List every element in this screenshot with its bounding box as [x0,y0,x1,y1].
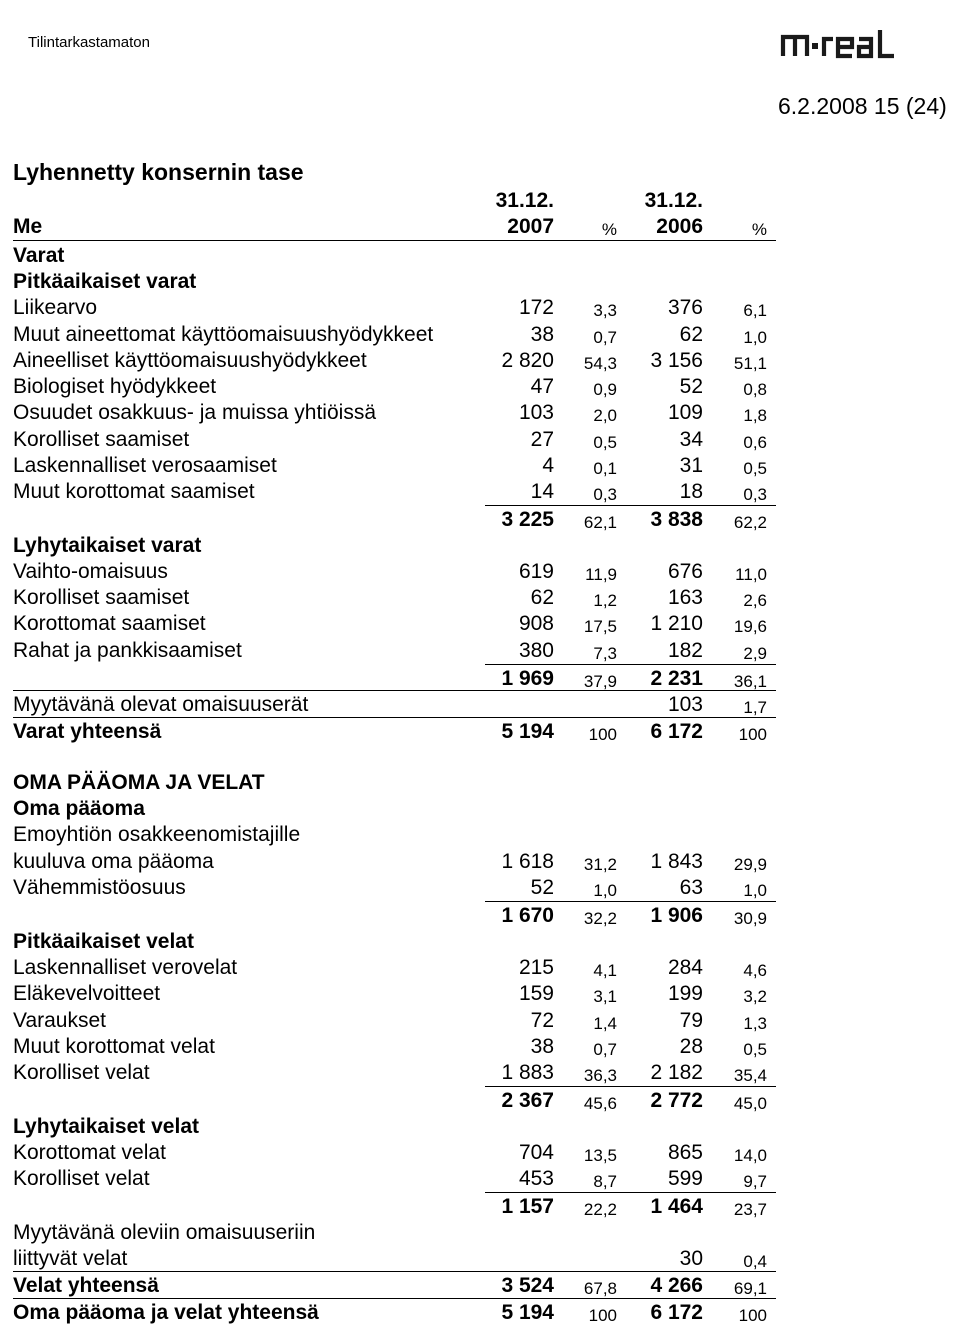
percent-2006: 1,0 [743,328,767,347]
page-info: 6.2.2008 15 (24) [778,93,947,119]
table-row [0,559,960,585]
row-label: Varat [13,244,65,267]
row-label: Laskennalliset verovelat [13,956,238,979]
page-title: Lyhennetty konsernin tase [13,159,304,185]
row-label: Rahat ja pankkisaamiset [13,639,242,662]
percent-2007: 100 [588,725,617,744]
table-row [0,243,960,269]
table-row [0,1166,960,1192]
row-label: Lyhytaikaiset velat [13,1115,199,1138]
value-2007: 3 225 [501,508,554,531]
value-2007: 103 [518,401,554,424]
divider [13,717,776,718]
row-label: Muut korottomat saamiset [13,480,255,503]
value-2006: 6 172 [650,1301,703,1324]
year-prefix-2007: 31.12. [495,189,554,212]
value-2007: 619 [518,560,554,583]
value-2006: 109 [667,401,703,424]
value-2007: 380 [518,639,554,662]
value-2007: 27 [530,428,554,451]
percent-2007: 1,2 [593,591,617,610]
row-label: Laskennalliset verosaamiset [13,454,277,477]
percent-2007: 4,1 [593,961,617,980]
percent-2006: 30,9 [733,909,767,928]
value-2007: 2 367 [501,1089,554,1112]
subtotal-row [0,1088,960,1114]
percent-2006: 0,4 [743,1252,767,1271]
row-label: Varat yhteensä [13,720,162,743]
percent-2007: 3,3 [593,301,617,320]
table-row [0,1246,960,1272]
subtotal-row [0,903,960,929]
percent-2006: 51,1 [733,354,767,373]
value-2006: 3 838 [650,508,703,531]
row-label: Korolliset saamiset [13,586,190,609]
table-row [0,427,960,453]
table-row [0,295,960,321]
column-header-2007: 2007 [507,215,554,238]
divider [13,690,776,691]
value-2007: 1 670 [501,904,554,927]
percent-2007: 100 [588,1306,617,1325]
table-row [0,1114,960,1140]
value-2006: 18 [679,480,703,503]
table-row [0,1060,960,1086]
row-label: Korolliset velat [13,1167,150,1190]
value-2007: 38 [530,323,554,346]
value-2007: 47 [530,375,554,398]
percent-2006: 2,9 [743,644,767,663]
percent-2006: 1,3 [743,1014,767,1033]
value-2006: 163 [667,586,703,609]
table-row [0,400,960,426]
value-2007: 2 820 [501,349,554,372]
percent-2006: 11,0 [735,565,767,584]
row-label: Myytävänä olevat omaisuuserät [13,693,309,716]
table-row [0,1008,960,1034]
percent-2007: 22,2 [583,1200,617,1219]
percent-2006: 3,2 [743,987,767,1006]
value-2006: 31 [679,454,703,477]
value-2007: 1 157 [501,1195,554,1218]
value-2006: 28 [679,1035,703,1058]
divider [13,1271,776,1272]
row-label: Eläkevelvoitteet [13,982,161,1005]
table-row [0,348,960,374]
percent-2007: 13,5 [583,1146,617,1165]
row-label: Oma pääoma ja velat yhteensä [13,1301,319,1324]
table-row [0,929,960,955]
percent-2007: 7,3 [593,644,617,663]
percent-2007: 8,7 [593,1172,617,1191]
value-2006: 599 [667,1167,703,1190]
value-2007: 159 [518,982,554,1005]
value-2006: 1 210 [650,612,703,635]
table-row [0,1034,960,1060]
status-label: Tilintarkastamaton [28,34,150,51]
percent-2006: 14,0 [733,1146,767,1165]
percent-2006: 0,3 [743,485,767,504]
divider [485,505,776,506]
percent-2006: 0,8 [743,380,767,399]
percent-2007: 36,3 [583,1066,617,1085]
value-2007: 4 [542,454,554,477]
value-2007: 38 [530,1035,554,1058]
value-2006: 284 [667,956,703,979]
table-row [0,453,960,479]
row-label: OMA PÄÄOMA JA VELAT [13,771,265,794]
row-label: Emoyhtiön osakkeenomistajille [13,823,301,846]
value-2006: 2 182 [650,1061,703,1084]
value-2006: 1 464 [650,1195,703,1218]
table-row [0,770,960,796]
table-row [0,1220,960,1246]
column-header-pct-2007: % [601,220,617,239]
percent-2007: 3,1 [593,987,617,1006]
percent-2006: 29,9 [733,855,767,874]
value-2006: 62 [679,323,703,346]
table-row [0,269,960,295]
value-2007: 453 [518,1167,554,1190]
percent-2007: 54,3 [583,354,617,373]
value-2006: 4 266 [650,1274,703,1297]
value-2007: 62 [530,586,554,609]
percent-2007: 0,9 [593,380,617,399]
value-2006: 2 772 [650,1089,703,1112]
value-2007: 1 969 [501,667,554,690]
value-2007: 704 [518,1141,554,1164]
table-row [0,875,960,901]
table-header-row [0,214,960,240]
value-2007: 5 194 [501,720,554,743]
unit-label: Me [13,215,43,238]
percent-2006: 36,1 [733,672,767,691]
value-2006: 79 [679,1009,703,1032]
row-label: Aineelliset käyttöomaisuushyödykkeet [13,349,367,372]
row-label: Oma pääoma [13,797,145,820]
table-row [0,981,960,1007]
value-2006: 199 [667,982,703,1005]
percent-2006: 19,6 [733,617,767,636]
table-row [0,322,960,348]
row-label: Vaihto-omaisuus [13,560,168,583]
row-label: Biologiset hyödykkeet [13,375,217,398]
percent-2006: 23,7 [733,1200,767,1219]
percent-2006: 45,0 [733,1094,767,1113]
value-2006: 1 906 [650,904,703,927]
percent-2007: 67,8 [583,1279,617,1298]
value-2007: 1 883 [501,1061,554,1084]
row-label: Osuudet osakkuus- ja muissa yhtiöissä [13,401,376,424]
row-label: kuuluva oma pääoma [13,850,214,873]
row-label: Korottomat saamiset [13,612,206,635]
percent-2007: 1,0 [593,881,617,900]
percent-2007: 1,4 [593,1014,617,1033]
value-2007: 215 [518,956,554,979]
divider [13,1298,776,1299]
row-label: Korottomat velat [13,1141,166,1164]
divider [13,240,776,241]
row-label: Varaukset [13,1009,106,1032]
row-label: Liikearvo [13,296,98,319]
percent-2006: 6,1 [743,301,767,320]
value-2007: 72 [530,1009,554,1032]
table-row [0,955,960,981]
percent-2006: 100 [738,1306,767,1325]
row-label: liittyvät velat [13,1247,128,1270]
percent-2007: 0,3 [593,485,617,504]
m-real-logo-icon [780,28,904,60]
percent-2006: 1,0 [743,881,767,900]
percent-2006: 4,6 [743,961,767,980]
divider [485,1192,776,1193]
value-2006: 865 [667,1141,703,1164]
row-label: Korolliset velat [13,1061,150,1084]
percent-2006: 0,6 [743,433,767,452]
percent-2006: 2,6 [743,591,767,610]
subtotal-row [0,507,960,533]
value-2006: 6 172 [650,720,703,743]
percent-2007: 32,2 [583,909,617,928]
divider [485,1086,776,1087]
row-label: Pitkäaikaiset velat [13,930,194,953]
value-2007: 5 194 [501,1301,554,1324]
table-row [0,479,960,505]
value-2007: 908 [518,612,554,635]
row-label: Muut aineettomat käyttöomaisuushyödykkeet [13,323,434,346]
year-prefix-row [0,188,960,214]
value-2007: 3 524 [501,1274,554,1297]
table-row [0,822,960,848]
value-2006: 2 231 [650,667,703,690]
row-label: Vähemmistöosuus [13,876,186,899]
table-row [0,374,960,400]
table-row [0,1140,960,1166]
table-row [0,796,960,822]
divider [485,664,776,665]
table-row [0,1273,960,1299]
row-label: Korolliset saamiset [13,428,190,451]
value-2006: 103 [667,693,703,716]
value-2006: 182 [667,639,703,662]
table-row [0,585,960,611]
divider [485,901,776,902]
value-2006: 1 843 [650,850,703,873]
percent-2007: 11,9 [585,565,617,584]
row-label: Velat yhteensä [13,1274,159,1297]
percent-2006: 1,8 [743,406,767,425]
row-label: Myytävänä oleviin omaisuuseriin [13,1221,316,1244]
percent-2007: 37,9 [583,672,617,691]
percent-2007: 0,5 [593,433,617,452]
percent-2006: 69,1 [733,1279,767,1298]
percent-2006: 0,5 [743,1040,767,1059]
table-row [0,849,960,875]
percent-2006: 62,2 [733,513,767,532]
table-row [0,638,960,664]
year-prefix-2006: 31.12. [644,189,703,212]
column-header-pct-2006: % [751,220,767,239]
percent-2007: 17,5 [583,617,617,636]
percent-2007: 0,7 [593,1040,617,1059]
percent-2007: 0,1 [593,459,617,478]
value-2006: 63 [679,876,703,899]
table-row [0,533,960,559]
row-label: Lyhytaikaiset varat [13,534,202,557]
value-2006: 676 [667,560,703,583]
row-label: Pitkäaikaiset varat [13,270,197,293]
percent-2007: 31,2 [583,855,617,874]
value-2006: 376 [667,296,703,319]
column-header-2006: 2006 [656,215,703,238]
percent-2006: 9,7 [743,1172,767,1191]
value-2006: 3 156 [650,349,703,372]
table-row [0,692,960,718]
value-2007: 14 [530,480,554,503]
percent-2007: 0,7 [593,328,617,347]
percent-2006: 35,4 [733,1066,767,1085]
company-logo [780,28,904,65]
table-row [0,1300,960,1326]
table-row [0,611,960,637]
table-row [0,719,960,745]
subtotal-row [0,666,960,692]
row-label: Muut korottomat velat [13,1035,215,1058]
percent-2006: 0,5 [743,459,767,478]
percent-2006: 100 [738,725,767,744]
value-2006: 30 [679,1247,703,1270]
value-2007: 52 [530,876,554,899]
value-2007: 1 618 [501,850,554,873]
value-2006: 52 [679,375,703,398]
value-2007: 172 [518,296,554,319]
percent-2007: 2,0 [593,406,617,425]
percent-2007: 62,1 [583,513,617,532]
subtotal-row [0,1194,960,1220]
percent-2007: 45,6 [583,1094,617,1113]
value-2006: 34 [679,428,703,451]
percent-2006: 1,7 [743,698,767,717]
